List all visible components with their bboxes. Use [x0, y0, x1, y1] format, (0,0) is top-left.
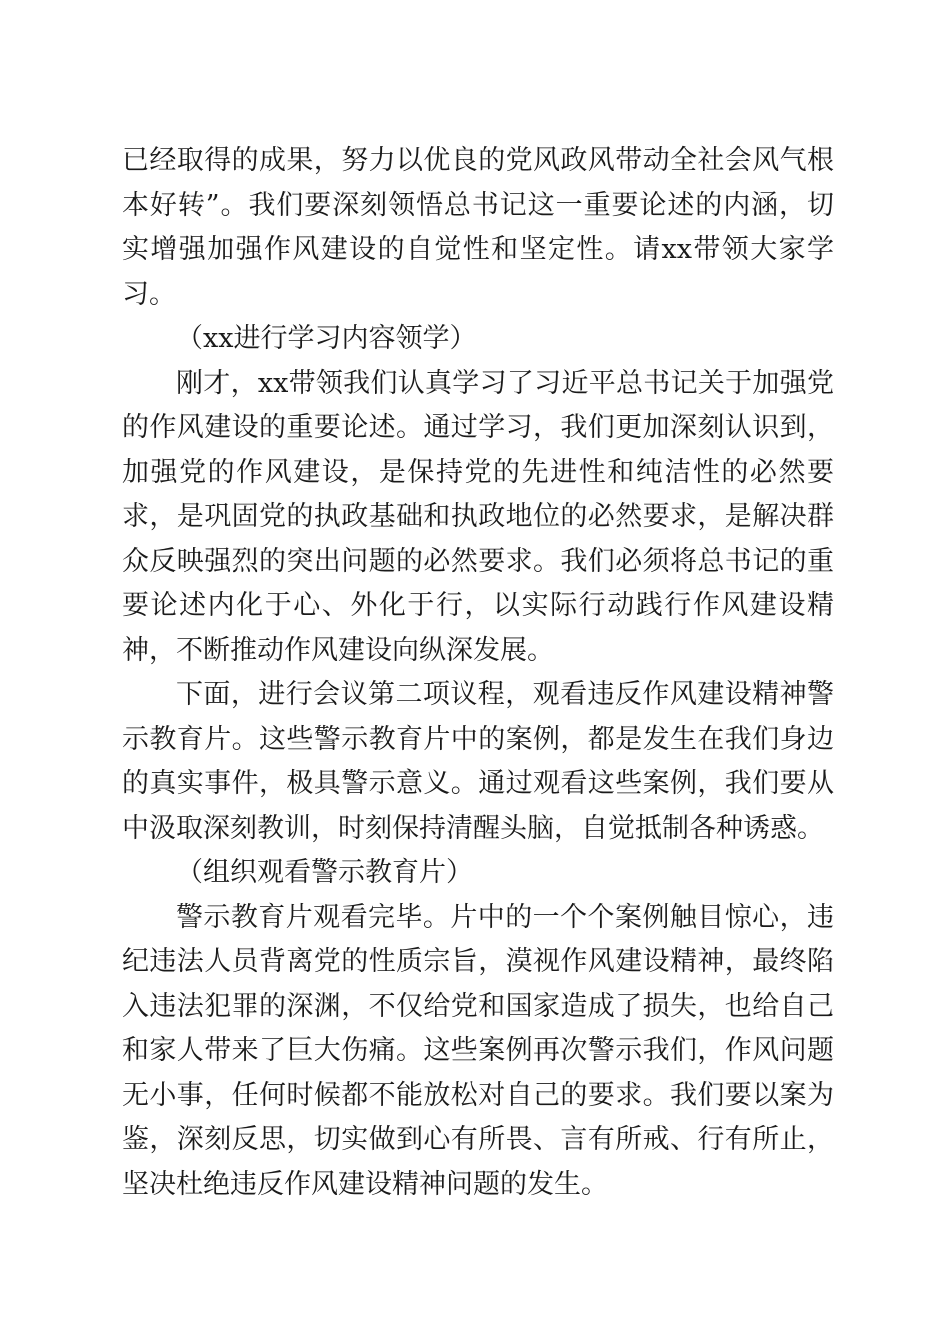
paragraph-stage-direction-study: （xx进行学习内容领学）	[176, 323, 477, 354]
paragraph-agenda-item-two: 下面，进行会议第二项议程，观看违反作风建设精神警示教育片。这些警示教育片中的案例，都是发生在我们身边的真实事件，极具警示意义。通过观看这些案例，我们要从中汲取深刻教训，时刻保持清醒头脑，自觉抵制各种诱惑。	[122, 679, 834, 844]
paragraph-study-summary: 刚才，xx带领我们认真学习了习近平总书记关于加强党的作风建设的重要论述。通过学习，我们更加深刻认识到，加强党的作风建设，是保持党的先进性和纯洁性的必然要求，是巩固党的执政基础和执政地位的必然要求，是解决群众反映强烈的突出问题的必然要求。我们必须将总书记的重要论述内化于心、外化于行，以实际行动践行作风建设精神，不断推动作风建设向纵深发展。	[122, 367, 834, 666]
paragraph-video-reflection: 警示教育片观看完毕。片中的一个个案例触目惊心，违纪违法人员背离党的性质宗旨，漠视作风建设精神，最终陷入违法犯罪的深渊，不仅给党和国家造成了损失，也给自己和家人带来了巨大伤痛。这些案例再次警示我们，作风问题无小事，任何时候都不能放松对自己的要求。我们要以案为鉴，深刻反思，切实做到心有所畏、言有所戒、行有所止，坚决杜绝违反作风建设精神问题的发生。	[122, 901, 834, 1200]
document-body	[122, 139, 834, 1207]
paragraph-stage-direction-video: （组织观看警示教育片）	[176, 857, 473, 888]
paragraph-continuation: 已经取得的成果，努力以优良的党风政风带动全社会风气根本好转”。我们要深刻领悟总书记这一重要论述的内涵，切实增强加强作风建设的自觉性和坚定性。请xx带领大家学习。	[122, 145, 834, 310]
